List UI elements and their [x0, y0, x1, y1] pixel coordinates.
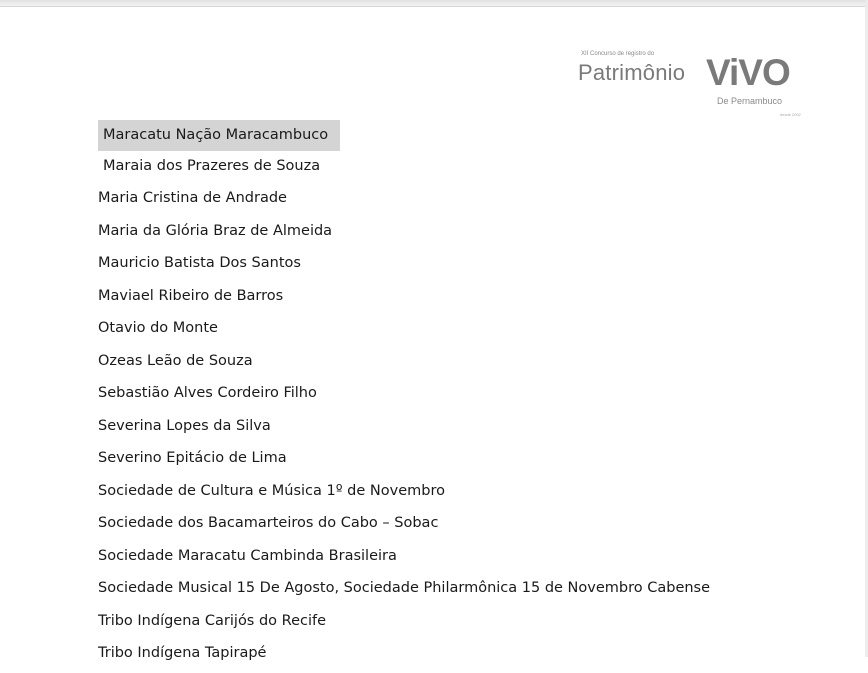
list-item[interactable]	[98, 218, 710, 251]
list-item[interactable]	[98, 543, 710, 576]
list-item[interactable]	[98, 445, 710, 478]
list-item[interactable]	[98, 283, 710, 316]
list-item-text: Maraia dos Prazeres de Souza	[103, 157, 321, 174]
list-item-text: Maria Cristina de Andrade	[98, 190, 287, 206]
logo-subtitle: De Pernambuco	[717, 96, 783, 106]
logo-name-patrimonio: Patrimônio	[578, 60, 686, 85]
logo-tiny-text: desde 2002	[780, 112, 801, 117]
logo-tagline: XII Concurso de registro do	[581, 51, 655, 57]
list-item[interactable]	[98, 153, 710, 186]
list-item[interactable]	[98, 413, 710, 446]
list-item-text: Sociedade dos Bacamarteiros do Cabo – Sobac	[98, 515, 439, 531]
window-top-edge	[0, 0, 868, 7]
list-item[interactable]	[98, 640, 710, 673]
list-item[interactable]	[98, 250, 710, 283]
list-item-text: Mauricio Batista Dos Santos	[98, 255, 301, 271]
names-list	[98, 120, 710, 673]
list-item[interactable]	[98, 185, 710, 218]
list-item-text: Tribo Indígena Carijós do Recife	[98, 612, 327, 629]
list-item-text: Ozeas Leão de Souza	[98, 352, 253, 369]
list-item-text: Sociedade Maracatu Cambinda Brasileira	[98, 547, 397, 564]
list-item[interactable]	[98, 478, 710, 511]
list-item[interactable]	[98, 380, 710, 413]
list-item-text: Maracatu Nação Maracambuco	[98, 120, 340, 151]
list-item-text: Sociedade de Cultura e Música 1º de Novembro	[98, 482, 445, 499]
list-item[interactable]	[98, 608, 710, 641]
list-item-text: Sebastião Alves Cordeiro Filho	[98, 385, 317, 401]
list-item-selected[interactable]	[98, 120, 710, 153]
logo-name-vivo: ViVO	[706, 52, 790, 93]
list-item-text: Sociedade Musical 15 De Agosto, Sociedade Philarmônica 15 de Novembro Cabense	[98, 580, 711, 596]
list-item[interactable]	[98, 315, 710, 348]
list-item-text: Maviael Ribeiro de Barros	[98, 287, 284, 304]
list-item-text: Otavio do Monte	[98, 320, 218, 336]
list-item-text: Severina Lopes da Silva	[98, 417, 271, 434]
list-item[interactable]	[98, 575, 710, 608]
list-item-text: Maria da Glória Braz de Almeida	[98, 222, 333, 239]
list-item[interactable]	[98, 348, 710, 381]
list-item-text: Severino Epitácio de Lima	[98, 450, 287, 466]
patrimonio-vivo-logo	[560, 46, 820, 126]
list-item[interactable]	[98, 510, 710, 543]
list-item-text: Tribo Indígena Tapirapé	[98, 645, 267, 661]
